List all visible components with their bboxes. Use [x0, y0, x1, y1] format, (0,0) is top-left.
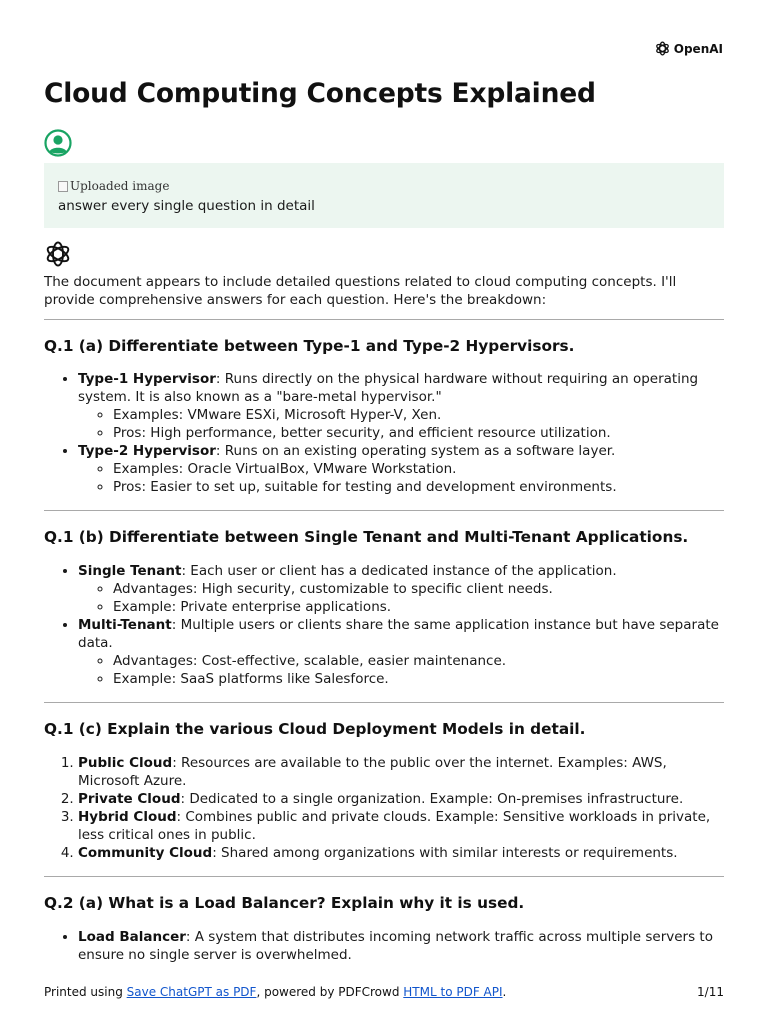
user-avatar-icon	[44, 129, 72, 157]
desc-multi-tenant: : Multiple users or clients share the same application instance but have separate data.	[78, 617, 719, 651]
sub-list	[78, 652, 724, 688]
footer-prefix: Printed using	[44, 985, 127, 999]
desc-private-cloud: : Dedicated to a single organization. Example: On-premises infrastructure.	[180, 791, 684, 807]
sub-list-item: ◦ Advantages: High security, customizable to specific client needs.	[113, 580, 724, 598]
term-hybrid-cloud: Hybrid Cloud	[78, 809, 177, 825]
sub-list-item: ◦ Examples: Oracle VirtualBox, VMware Workstation.	[113, 460, 724, 478]
sub-list	[78, 580, 724, 616]
list-item	[78, 928, 724, 964]
desc-community-cloud: : Shared among organizations with similar interests or requirements.	[212, 845, 678, 861]
list-item	[78, 442, 724, 496]
q1a-heading: Q.1 (a) Differentiate between Type-1 and Type-2 Hypervisors.	[44, 337, 575, 355]
user-message-text: answer every single question in detail	[58, 198, 315, 214]
q2a-heading: Q.2 (a) What is a Load Balancer? Explain why it is used.	[44, 894, 525, 912]
list-item	[78, 790, 724, 808]
list-item	[78, 808, 724, 844]
footer-suffix: .	[502, 985, 507, 999]
footer-middle: , powered by PDFCrowd	[256, 985, 404, 999]
term-public-cloud: Public Cloud	[78, 755, 173, 771]
section-divider	[44, 319, 724, 320]
desc-public-cloud: : Resources are available to the public over the internet. Examples: AWS, Microsoft Azure.	[78, 755, 667, 789]
desc-load-balancer: : A system that distributes incoming network traffic across multiple servers to ensure no single server is overwhelmed.	[78, 929, 713, 963]
uploaded-image	[58, 178, 710, 194]
save-chatgpt-pdf-link[interactable]: Save ChatGPT as PDF	[126, 985, 257, 999]
page-title: Cloud Computing Concepts Explained	[44, 78, 596, 109]
q1b-heading: Q.1 (b) Differentiate between Single Tenant and Multi-Tenant Applications.	[44, 528, 689, 546]
list-item	[78, 754, 724, 790]
openai-brand	[654, 40, 723, 57]
term-type1: Type-1 Hypervisor	[78, 371, 216, 387]
q2a-list	[44, 928, 724, 964]
sub-list-item: ◦ Pros: High performance, better security, and efficient resource utilization.	[113, 424, 724, 442]
intro-paragraph: The document appears to include detailed questions related to cloud computing concepts. I'll provide comprehensive answers for each question. Here's the breakdown:	[44, 274, 677, 308]
list-item	[78, 370, 724, 442]
assistant-message	[44, 273, 724, 964]
desc-type1: : Runs directly on the physical hardware without requiring an operating system. It is also known as a "bare-metal hypervisor."	[78, 371, 699, 405]
brand-label: OpenAI	[673, 41, 723, 56]
q1c-list	[44, 754, 724, 862]
desc-type2: : Runs on an existing operating system as a software layer.	[215, 443, 616, 459]
section-divider	[44, 702, 724, 703]
term-community-cloud: Community Cloud	[78, 845, 213, 861]
q1b-list	[44, 562, 724, 688]
q1a-list	[44, 370, 724, 496]
sub-list-item: ◦ Pros: Easier to set up, suitable for testing and development environments.	[113, 478, 724, 496]
chatgpt-logo-icon	[44, 240, 72, 268]
desc-single-tenant: : Each user or client has a dedicated instance of the application.	[181, 563, 617, 579]
html-to-pdf-api-link[interactable]: HTML to PDF API	[403, 985, 503, 999]
openai-logo-icon	[654, 40, 671, 57]
term-private-cloud: Private Cloud	[78, 791, 181, 807]
sub-list-item: ◦ Example: SaaS platforms like Salesforce.	[113, 670, 724, 688]
desc-hybrid-cloud: : Combines public and private clouds. Example: Sensitive workloads in private, less critical ones in public.	[78, 809, 711, 843]
sub-list	[78, 406, 724, 442]
sub-list	[78, 460, 724, 496]
footer-credit	[44, 985, 506, 999]
term-load-balancer: Load Balancer	[78, 929, 186, 945]
term-multi-tenant: Multi-Tenant	[78, 617, 172, 633]
q1c-heading: Q.1 (c) Explain the various Cloud Deployment Models in detail.	[44, 720, 586, 738]
list-item	[78, 616, 724, 688]
page-number: 1/11	[697, 985, 724, 999]
user-message	[44, 163, 724, 228]
uploaded-image-alt: Uploaded image	[70, 179, 170, 193]
page-footer	[44, 985, 724, 999]
sub-list-item: ◦ Examples: VMware ESXi, Microsoft Hyper-V, Xen.	[113, 406, 724, 424]
sub-list-item: ◦ Example: Private enterprise applications.	[113, 598, 724, 616]
list-item	[78, 844, 724, 862]
list-item	[78, 562, 724, 616]
term-single-tenant: Single Tenant	[78, 563, 182, 579]
term-type2: Type-2 Hypervisor	[78, 443, 216, 459]
sub-list-item: ◦ Advantages: Cost-effective, scalable, easier maintenance.	[113, 652, 724, 670]
section-divider	[44, 510, 724, 511]
broken-image-icon	[58, 181, 68, 192]
section-divider	[44, 876, 724, 877]
